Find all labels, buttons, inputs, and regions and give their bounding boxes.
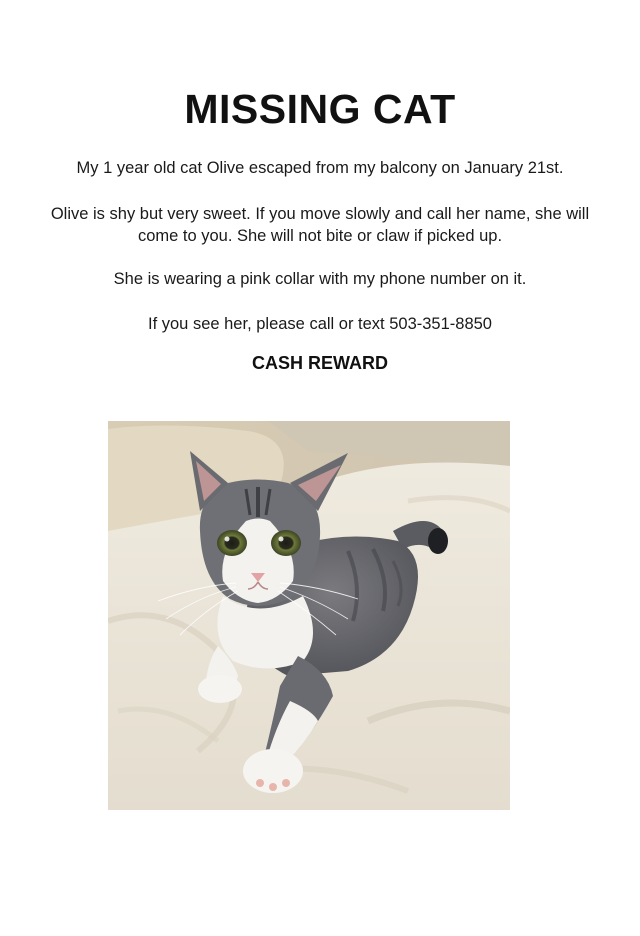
temperament-description: Olive is shy but very sweet. If you move slowly and call her name, she will come to you. She will not bite or claw if picked up.: [50, 205, 590, 245]
cat-photo-illustration: [108, 421, 510, 810]
poster-title: MISSING CAT: [184, 86, 456, 132]
contact-instructions: If you see her, please call or text 503-351-8850: [148, 315, 492, 333]
escape-details: My 1 year old cat Olive escaped from my balcony on January 21st.: [76, 159, 564, 177]
collar-description: She is wearing a pink collar with my phone number on it.: [113, 270, 527, 288]
cash-reward-label: CASH REWARD: [251, 353, 388, 373]
cat-photo: [108, 421, 510, 810]
